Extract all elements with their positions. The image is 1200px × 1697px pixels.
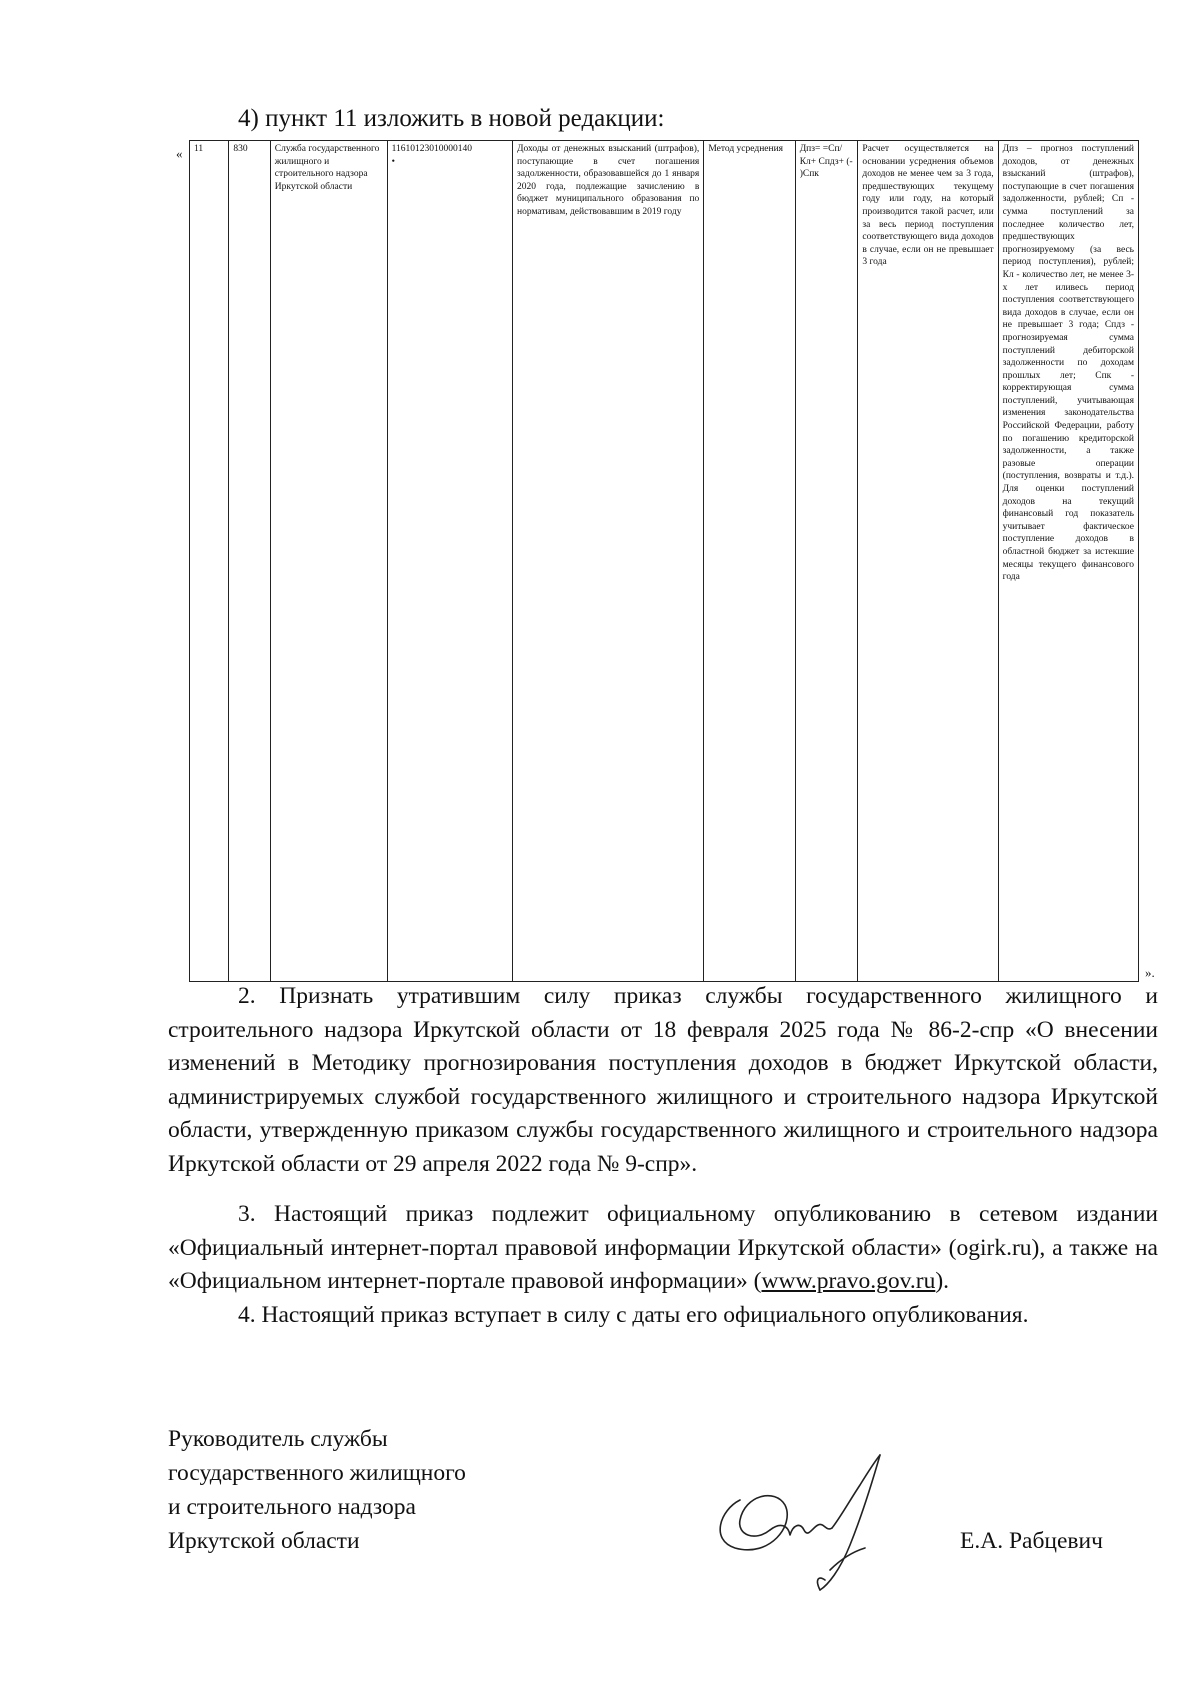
cell-administrator: Служба государственного жилищного и строительного надзора Иркутской области <box>270 141 387 982</box>
paragraph-3-end: ). <box>935 1268 950 1295</box>
table-row <box>190 141 1139 982</box>
paragraph-3-text: 3. Настоящий приказ подлежит официальному опубликованию в сетевом издании «Официальный интернет-портал правовой информации Иркутской области» (ogirk.ru), а также на «Официальном интернет-портале правовой информации» ( <box>168 1201 1158 1295</box>
paragraph-2: 2. Признать утратившим силу приказ службы государственного жилищного и строительного надзора Иркутской области от 18 февраля 2025 года № 86-2-спр «О внесении изменений в Методику прогнозирования поступления доходов в бюджет Иркутской области, администрируемых службой государственного жилищного и строительного надзора Иркутской области, утвержденную приказом службы государственного жилищного и строительного надзора Иркутской области от 29 апреля 2022 года № 9-спр». <box>168 983 1158 1177</box>
cell-description: Дпз – прогноз поступлений доходов, от денежных взысканий (штрафов), поступающие в счет погашения задолженности, рублей; Сп - сумма поступлений за последнее количество лет, предшествующих прогнозируемому (за весь период поступления), рублей; Кл - количество лет, не менее 3-х лет иливесь период поступления соответствующего вида доходов в случае, если он не превышает 3 года; Спдз - прогнозируемая сумма поступлений дебиторской задолженности по доходам прошлых лет; Спк - корректирующая сумма поступлений, учитывающая изменения законодательства Российской Федерации, работу по погашению кредиторской задолженности, а также разовые операции (поступления, возвраты и т.д.). Для оценки поступлений доходов на текущий финансовый год показатель учитывает фактическое поступление доходов в областной бюджет за истекшие месяцы текущего финансового года <box>998 141 1138 982</box>
quote-open-mark: « <box>176 146 183 161</box>
cell-income-name: Доходы от денежных взысканий (штрафов), поступающие в счет погашения задолженности, образовавшейся до 1 января 2020 года, подлежащие зачислению в бюджет муниципального образования по нормативам, действовавшим в 2019 году <box>513 141 704 982</box>
signatory-position <box>168 1422 466 1558</box>
cell-formula: Дпз= =Сп/Кл+ Спдз+ (- )Спк <box>795 141 858 982</box>
position-line: Руководитель службы <box>168 1426 388 1452</box>
cell-kbk <box>387 141 512 982</box>
kbk-mark: • <box>391 156 395 167</box>
cell-method: Метод усреднения <box>704 141 795 982</box>
quote-close-mark: ». <box>1145 965 1155 980</box>
pravo-gov-link[interactable]: www.pravo.gov.ru <box>761 1268 936 1295</box>
cell-row-number: 11 <box>190 141 229 982</box>
cell-algorithm: Расчет осуществляется на основании усреднения объемов доходов не менее чем за 3 года, предшествующих текущему году или году, на который производится такой расчет, или за весь период поступления соответствующего вида доходов в случае, если он не превышает 3 года <box>858 141 998 982</box>
position-line: Иркутской области <box>168 1528 360 1554</box>
position-line: государственного жилищного <box>168 1460 466 1486</box>
paragraph-3 <box>168 1198 1158 1299</box>
handwritten-signature <box>700 1430 930 1600</box>
signatory-name: Е.А. Рабцевич <box>960 1528 1103 1554</box>
cell-admin-code: 830 <box>229 141 270 982</box>
paragraph-4: 4. Настоящий приказ вступает в силу с даты его официального опубликования. <box>238 1302 1029 1328</box>
position-line: и строительного надзора <box>168 1494 416 1520</box>
kbk-code: 11610123010000140 <box>391 144 473 154</box>
amendment-heading: 4) пункт 11 изложить в новой редакции: <box>238 105 665 132</box>
amendment-table <box>189 140 1139 982</box>
